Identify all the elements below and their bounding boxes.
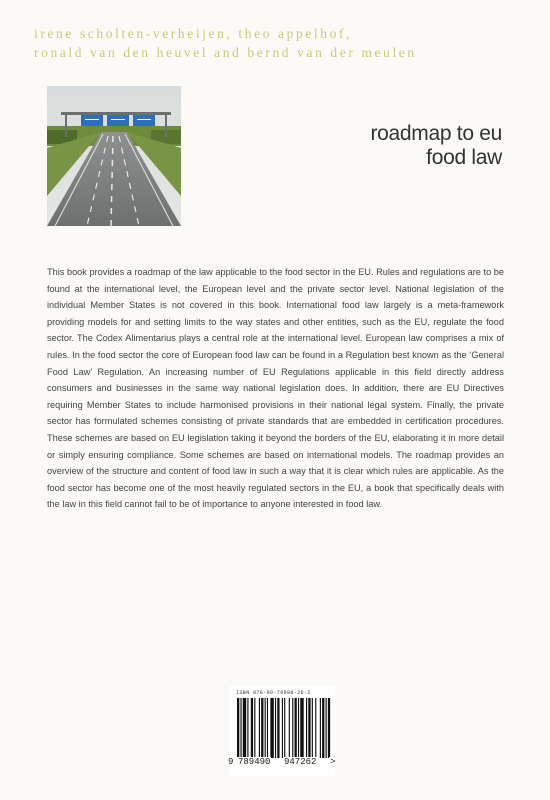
title-line-1: roadmap to eu [370, 122, 502, 145]
author-line-1: irene scholten-verheijen, theo appelhof, [34, 26, 353, 41]
back-cover-blurb: This book provides a roadmap of the law applicable to the food sector in the EU. Rules and regulations are to be found at the international level, the European level and the private sector level. National legislation of the individual Member States is not covered in this book. International food law largely is a meta-framework providing models for and setting limits to the way states and other entities, such as the EU, regulate the food sector. The Codex Alimentarius plays a central role at the international level. European law comprises a mix of rules. In the food sector the core of European food law can be found in a Regulation best known as the ‘General Food Law’ Regulation. An increasing number of EU Regulations applicable in this field directly address consumers and businesses in the same way national legislation does. In addition, there are EU Directives requiring Member States to include harmonised provisions in their national legal system. Finally, the private sector has formulated schemes consisting of private standards that are embedded in certification procedures. These schemes are based on EU legislation taking it beyond the borders of the EU, elaborating it in more detail or simply ensuring compliance. Some schemes are based on international models. The roadmap provides an overview of the structure and content of food law in such a way that it is clear which rules are applicable. As the food sector has become one of the most heavily regulated sectors in the EU, a book that specifically deals with the law in this field cannot fail to be of importance to anyone interested in food law. [47, 267, 504, 510]
author-names [34, 24, 524, 62]
isbn-label: ISBN 978-90-76998-26-2 [236, 690, 311, 696]
title-line-2: food law [426, 146, 502, 169]
ean-left-group: 789490 [238, 757, 271, 767]
book-title [370, 122, 502, 170]
author-line-2: ronald van den heuvel and bernd van der meulen [34, 45, 417, 60]
ean-right-group: 947262 [284, 757, 317, 767]
highway-photo [47, 86, 181, 226]
ean-first-digit: 9 [228, 757, 234, 767]
ean-arrow: > [330, 757, 336, 767]
ean-digits [229, 757, 337, 767]
